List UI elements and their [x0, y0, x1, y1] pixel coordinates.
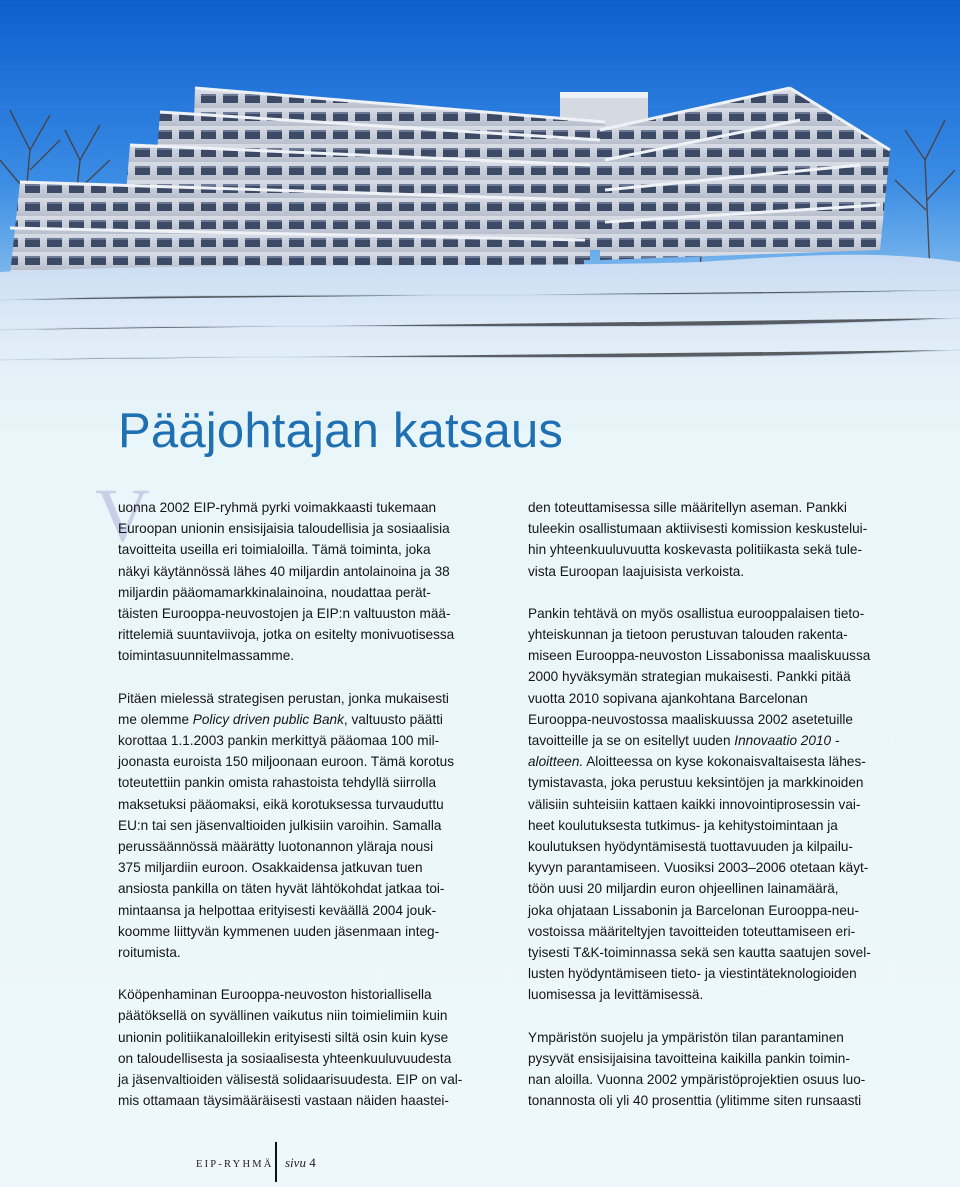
text-line: tyisesti T&K-toiminnassa sekä sen kautta saatujen sovel- — [528, 945, 871, 961]
paragraph — [118, 984, 503, 1111]
text-line: pysyvät ensisijaisina tavoitteina kaikilla pankin toimin- — [528, 1050, 850, 1066]
text-line: perussäännössä määrätty luotonannon yläraja nousi — [118, 839, 434, 855]
text-line: lusten hyödyntämiseen tieto- ja viestintäteknologioiden — [528, 966, 857, 982]
footer-divider — [275, 1142, 277, 1182]
text-line: Kööpenhaminan Eurooppa-neuvoston historiallisella — [118, 987, 432, 1003]
italic-phrase: Innovaatio 2010 - — [734, 733, 840, 749]
text-line: EU:n tai sen jäsenvaltioiden julkisiin varoihin. Samalla — [118, 817, 442, 833]
text-line: maksetuksi pääomaksi, eikä korotuksessa turvauduttu — [118, 796, 444, 812]
text-line: aloitteen. Aloitteessa on kyse kokonaisvaltaisesta lähes- — [528, 754, 866, 770]
text-line: tymistavasta, joka perustuu keksintöjen ja markkinoiden — [528, 775, 864, 791]
text-line: täisten Eurooppa-neuvostojen ja EIP:n valtuuston mää- — [118, 606, 451, 622]
page-word: sivu — [285, 1155, 306, 1170]
left-column — [118, 497, 503, 1132]
text-line: tuleekin osallistumaan aktiivisesti komission keskustelui- — [528, 521, 868, 537]
text-line: toimintasuunnitelmassamme. — [118, 648, 295, 664]
text-line: tonannosta oli yli 40 prosenttia (ylitimme siten runsaasti — [528, 1093, 862, 1109]
text-line: vista Euroopan laajuisista verkoista. — [528, 563, 745, 579]
text-line: 375 miljardiin euroon. Osakkaidensa jatkuvan tuen — [118, 860, 423, 876]
text-line: vostoissa määriteltyjen tavoitteiden toteuttamiseen eri- — [528, 923, 856, 939]
text-line: unionin politiikanaloillekin erityisesti siltä osin kuin kyse — [118, 1029, 449, 1045]
text-line: kyvyn parantamiseen. Vuosiksi 2003–2006 otetaan käyt- — [528, 860, 869, 876]
text-line: Pitäen mielessä strategisen perustan, jonka mukaisesti — [118, 690, 449, 706]
text-line: ansiosta pankilla on täten hyvät lähtökohdat jatkaa toi- — [118, 881, 445, 897]
paragraph — [118, 497, 503, 667]
italic-phrase: Policy driven public Bank — [192, 711, 344, 727]
text-line: toteutettiin pankin omista rahastoista tehdyllä siirrolla — [118, 775, 437, 791]
text-line: joka ohjataan Lissabonin ja Barcelonan Eurooppa-neu- — [528, 902, 860, 918]
text-line: on taloudellisesta ja sosiaalisesta yhteenkuuluvuudesta — [118, 1050, 452, 1066]
text-line: koulutuksen hyödyntämisestä tuottavuuden ja kilpailu- — [528, 839, 853, 855]
text-line: 2000 hyväksymän strategian mukaisesti. Pankki pitää — [528, 669, 851, 685]
text-line: Ympäristön suojelu ja ympäristön tilan parantaminen — [528, 1029, 844, 1045]
text-line: luomisessa ja levittämisessä. — [528, 987, 704, 1003]
text-line: mintaansa ja helpottaa erityisesti keväällä 2004 jouk- — [118, 902, 437, 918]
text-line: tavoitteita useilla eri toimialoilla. Tämä toiminta, joka — [118, 542, 431, 558]
italic-phrase: aloitteen. — [528, 754, 584, 770]
text-line: me olemme Policy driven public Bank, valtuusto päätti — [118, 711, 443, 727]
paragraph — [528, 497, 918, 582]
footer-org-name: EIP-RYHMÄ — [196, 1159, 274, 1170]
text-line: töön uusi 20 miljardin euron ohjeellinen lainamäärä, — [528, 881, 839, 897]
text-line: nan aloilla. Vuonna 2002 ympäristöprojektien osuus luo- — [528, 1072, 866, 1088]
text-line: den toteuttamisessa sille määritellyn aseman. Pankki — [528, 500, 847, 515]
text-line: vuotta 2010 sopivana ajankohtana Barcelonan — [528, 690, 808, 706]
text-line: uonna 2002 EIP-ryhmä pyrki voimakkaasti tukemaan — [118, 500, 437, 515]
page-number-value: 4 — [309, 1155, 316, 1170]
text-line: Eurooppa-neuvostossa maaliskuussa 2002 asetetuille — [528, 711, 853, 727]
building-photo — [0, 0, 960, 430]
text-line: rittelemiä suuntaviivoja, jotka on esitelty monivuotisessa — [118, 627, 455, 643]
text-line: päätöksellä on syvällinen vaikutus niin toimielimiin kuin — [118, 1008, 448, 1024]
text-line: mis ottamaan täysimääräisesti vastaan näiden haastei- — [118, 1093, 449, 1109]
text-line: yhteiskunnan ja tietoon perustuvan talouden rakenta- — [528, 627, 848, 643]
text-line: Pankin tehtävä on myös osallistua eurooppalaisen tieto- — [528, 605, 865, 621]
text-line: joonasta euroista 150 miljoonaan euroon. Tämä korotus — [118, 754, 455, 770]
page-footer — [0, 1142, 960, 1182]
building-illustration — [0, 0, 960, 430]
paragraph — [528, 603, 918, 1006]
drop-cap: V — [95, 474, 150, 558]
text-line: tavoitteille ja se on esitellyt uuden Innovaatio 2010 - — [528, 733, 840, 749]
text-line: korottaa 1.1.2003 pankin merkittyä pääomaa 100 mil- — [118, 733, 440, 749]
text-line: heet koulutuksesta tutkimus- ja kehitystoimintaan ja — [528, 817, 838, 833]
text-line: ja jäsenvaltioiden välisestä solidaarisuudesta. EIP on val- — [118, 1072, 463, 1088]
page-number — [285, 1155, 316, 1171]
paragraph — [528, 1027, 918, 1112]
text-line: roitumista. — [118, 945, 181, 961]
page-title: Pääjohtajan katsaus — [118, 404, 564, 458]
text-line: näkyi käytännössä lähes 40 miljardin antolainoina ja 38 — [118, 563, 450, 579]
text-line: hin yhteenkuuluvuutta koskevasta politiikasta sekä tule- — [528, 542, 862, 558]
right-column — [528, 497, 918, 1132]
text-line: välisiin suhteisiin kattaen kaikki innovointiprosessin vai- — [528, 796, 861, 812]
paragraph — [118, 688, 503, 964]
text-line: Euroopan unionin ensisijaisia taloudellisia ja sosiaalisia — [118, 521, 450, 537]
text-line: miseen Eurooppa-neuvoston Lissabonissa maaliskuussa — [528, 648, 871, 664]
text-line: koomme liittyvän kymmenen uuden jäsenmaan integ- — [118, 923, 440, 939]
text-line: miljardin pääomamarkkinalainoina, noudattaa perät- — [118, 584, 431, 600]
